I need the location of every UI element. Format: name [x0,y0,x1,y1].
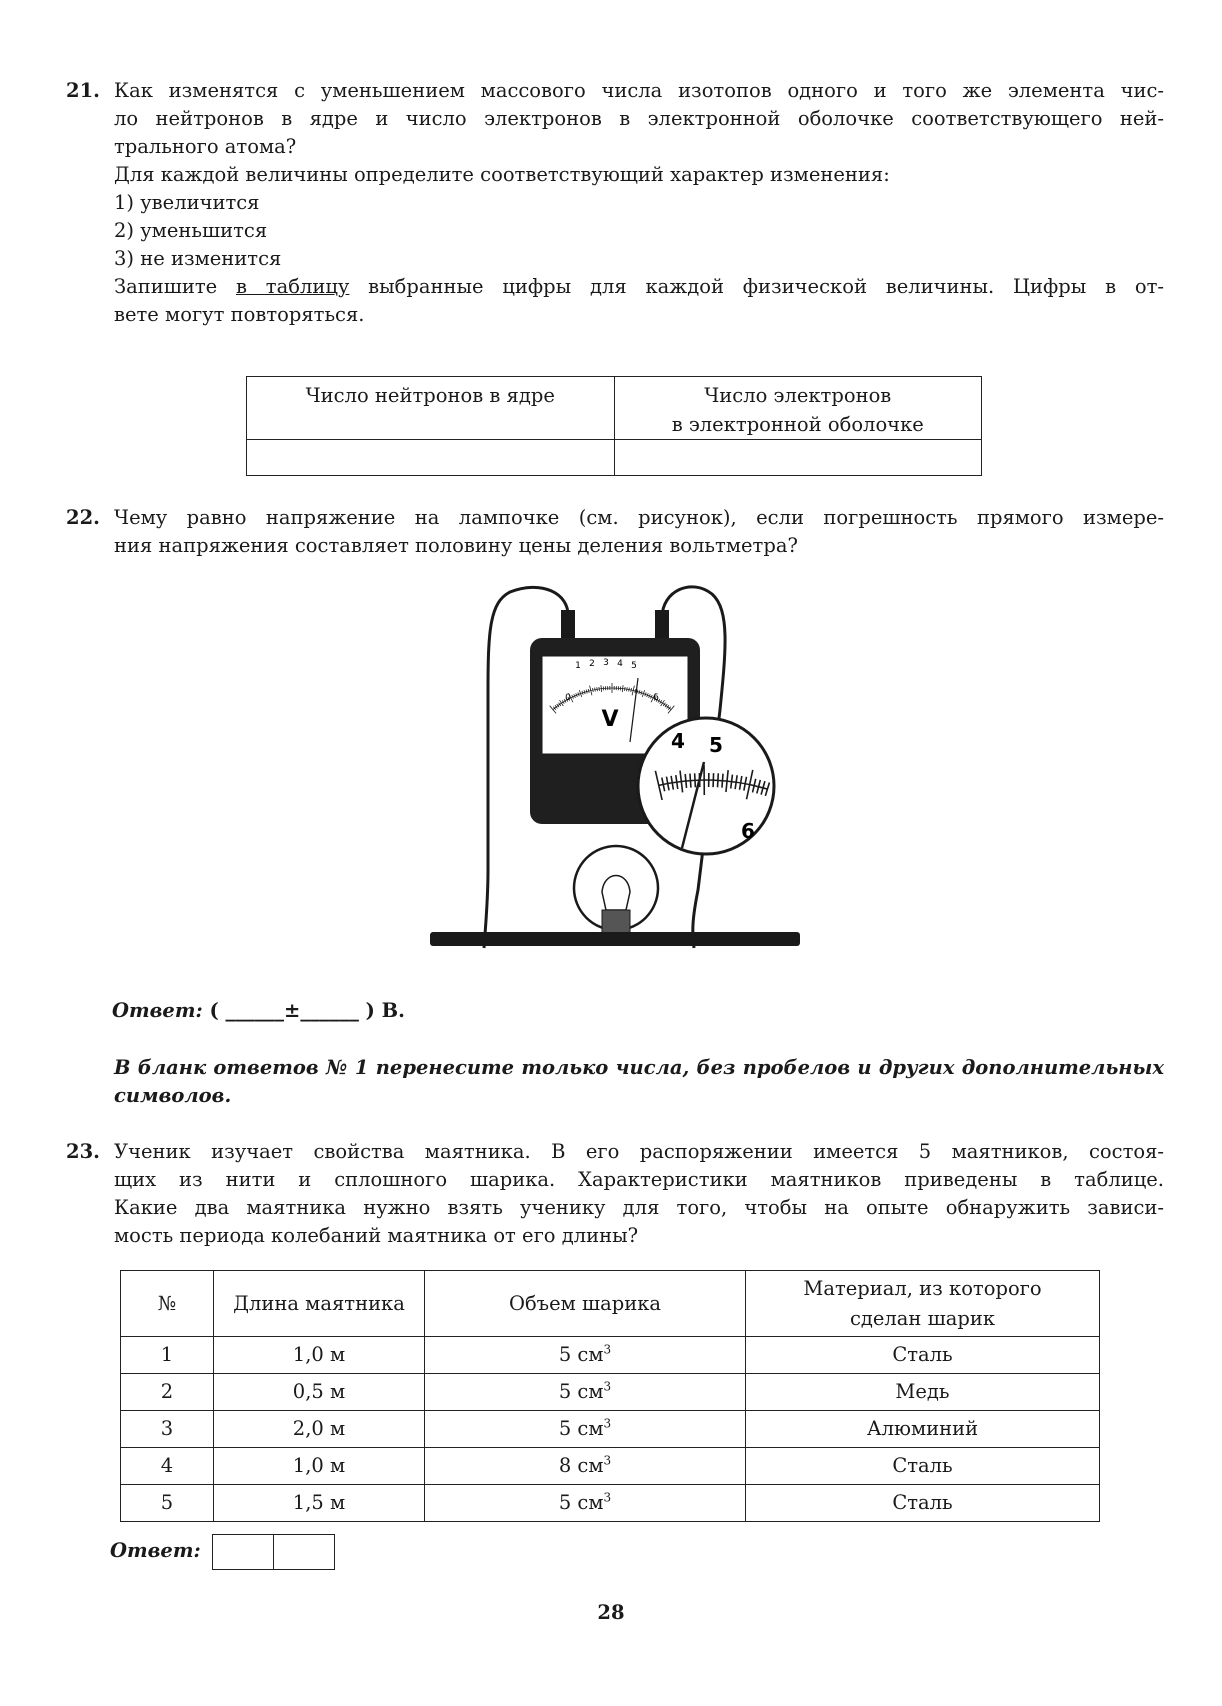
q22-transfer-note-line-1: В бланк ответов № 1 перенесите только числа, без пробелов и других дополнительных [114,1056,1164,1079]
row-3-volume-value: 5 см [558,1417,604,1440]
page-number: 28 [597,1601,625,1624]
q21-instruction-before: Запишите [114,275,237,298]
q23-answer-box-1[interactable] [212,1534,274,1570]
row-2-material: Медь [746,1374,1100,1411]
q22-transfer-note-line-2: символов. [114,1084,232,1107]
row-3-length: 2,0 м [214,1411,425,1448]
q23-text-line-3: Какие два маятника нужно взять ученику для того, чтобы на опыте обнаружить зависи- [114,1196,1164,1219]
q22-answer-line [112,996,405,1026]
q23-header-length: Длина маятника [214,1271,425,1337]
zoom-label-6: 6 [741,819,755,843]
row-3-volume-exponent: 3 [603,1416,612,1431]
scale-label-1: 1 [575,661,581,671]
q21-instruction-line-2: вете могут повторяться. [114,303,365,326]
q23-text-line-2: щих из нити и сплошного шарика. Характеристики маятников приведены в таблице. [114,1168,1164,1191]
q22-text-line-1: Чему равно напряжение на лампочке (см. рисунок), если погрешность прямого измере- [114,506,1164,529]
row-5-number: 5 [121,1485,214,1522]
lamp-socket [602,910,630,934]
row-4-length: 1,0 м [214,1448,425,1485]
row-4-material: Сталь [746,1448,1100,1485]
table-row [121,1485,1100,1522]
table-row [121,1448,1100,1485]
q21-option-1: 1) увеличится [114,191,260,214]
q21-text-line-1: Как изменятся с уменьшением массового числа изотопов одного и того же элемента чис- [114,79,1164,102]
table-row [121,1337,1100,1374]
q23-header-volume: Объем шарика [425,1271,746,1337]
q21-answer-cell-neutrons[interactable] [247,440,615,476]
q23-header-material-line1: Материал, из которого [803,1276,1042,1300]
table-row [121,1411,1100,1448]
voltmeter-figure [430,570,800,980]
q21-option-2: 2) уменьшится [114,219,268,242]
q21-header-electrons-line2: в электронной оболочке [671,413,924,436]
q23-text-line-4: мость периода колебаний маятника от его длины? [114,1224,639,1247]
q23-header-material-line2: сделан шарик [849,1306,996,1330]
row-1-length: 1,0 м [214,1337,425,1374]
q21-text-line-2: ло нейтронов в ядре и число электронов в электронной оболочке соответствующего ней- [114,107,1164,130]
q21-header-electrons [614,377,982,440]
scale-label-6: 6 [653,693,659,703]
q22-text-line-2: ния напряжения составляет половину цены деления вольтметра? [114,534,798,557]
q21-instruction-underlined: в таблицу [236,275,350,298]
q21-text-line-3: трального атома? [114,135,297,158]
row-4-volume [425,1448,746,1485]
scale-label-5: 5 [631,661,637,671]
q21-instruction-line-1 [114,272,1164,302]
zoom-label-4: 4 [671,729,685,753]
row-2-length: 0,5 м [214,1374,425,1411]
row-1-volume-exponent: 3 [603,1342,612,1357]
q23-header-number: № [121,1271,214,1337]
row-3-material: Алюминий [746,1411,1100,1448]
q21-text-line-4: Для каждой величины определите соответствующий характер изменения: [114,163,890,186]
q21-option-3: 3) не изменится [114,247,282,270]
q22-answer-template[interactable]: ( ______±______ ) В. [202,999,405,1022]
row-4-number: 4 [121,1448,214,1485]
unit-symbol-v: V [601,707,619,732]
row-5-volume [425,1485,746,1522]
q21-answer-table [246,376,982,476]
q23-number: 23. [66,1140,100,1163]
q23-text-line-1: Ученик изучает свойства маятника. В его распоряжении имеется 5 маятников, состоя- [114,1140,1164,1163]
scale-label-0: 0 [565,693,571,703]
q23-answer-label: Ответ: [110,1539,201,1562]
row-3-number: 3 [121,1411,214,1448]
table-row [121,1374,1100,1411]
q21-header-neutrons: Число нейтронов в ядре [247,377,615,440]
row-4-volume-exponent: 3 [603,1453,612,1468]
zoom-label-5: 5 [709,733,723,757]
row-1-number: 1 [121,1337,214,1374]
row-1-volume [425,1337,746,1374]
q21-answer-cell-electrons[interactable] [614,440,982,476]
scale-label-4: 4 [617,659,623,669]
row-1-material: Сталь [746,1337,1100,1374]
q21-header-electrons-line1: Число электронов [704,384,892,407]
left-connector [561,610,575,640]
row-3-volume [425,1411,746,1448]
q23-answer-box-2[interactable] [273,1534,335,1570]
row-5-volume-exponent: 3 [603,1490,612,1505]
circuit-base [430,932,800,946]
scale-label-2: 2 [589,659,595,669]
row-4-volume-value: 8 см [558,1454,604,1477]
row-2-volume-value: 5 см [558,1380,604,1403]
row-2-number: 2 [121,1374,214,1411]
q22-answer-label: Ответ: [112,999,203,1022]
row-5-volume-value: 5 см [558,1491,604,1514]
q22-number: 22. [66,506,100,529]
row-1-volume-value: 5 см [558,1343,604,1366]
row-2-volume-exponent: 3 [603,1379,612,1394]
row-5-length: 1,5 м [214,1485,425,1522]
row-5-material: Сталь [746,1485,1100,1522]
q23-header-material [746,1271,1100,1337]
row-2-volume [425,1374,746,1411]
scale-label-3: 3 [603,658,609,668]
q23-pendulum-table [120,1270,1100,1522]
right-connector [655,610,669,640]
q21-number: 21. [66,79,100,102]
q21-instruction-after: выбранные цифры для каждой физической величины. Цифры в от- [349,275,1165,298]
